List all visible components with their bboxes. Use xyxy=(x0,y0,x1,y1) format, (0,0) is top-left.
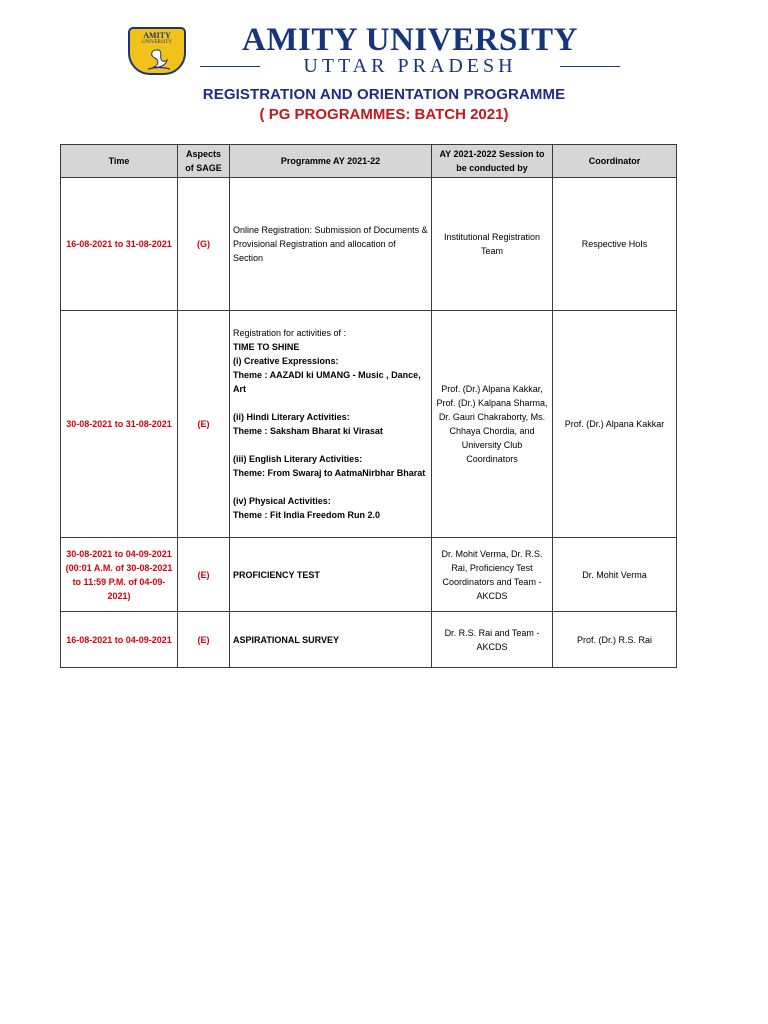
cell-coordinator: Dr. Mohit Verma xyxy=(553,538,677,612)
page-header xyxy=(0,0,768,80)
table-header-row xyxy=(61,145,677,178)
spacer xyxy=(233,396,428,410)
cell-session: Prof. (Dr.) Alpana Kakkar, Prof. (Dr.) Kalpana Sharma, Dr. Gauri Chakraborty, Ms. Chhaya Chordia, and University Club Coordinators xyxy=(432,311,553,538)
activity-theme: Theme : Fit India Freedom Run 2.0 xyxy=(233,510,381,520)
time-main: 30-08-2021 to 04-09-2021 xyxy=(66,548,172,559)
logo-word: AMITY xyxy=(143,31,171,40)
activity-title: (iv) Physical Activities: xyxy=(233,496,331,506)
cell-coordinator: Respective HoIs xyxy=(553,178,677,311)
document-title: REGISTRATION AND ORIENTATION PROGRAMME xyxy=(202,86,566,103)
cell-sage: (E) xyxy=(178,311,230,538)
amity-logo-icon xyxy=(128,27,186,75)
cell-coordinator: Prof. (Dr.) R.S. Rai xyxy=(553,612,677,668)
divider-right xyxy=(560,66,620,67)
university-location-row xyxy=(195,55,625,77)
university-name: AMITY UNIVERSITY xyxy=(242,22,578,58)
cell-programme xyxy=(230,311,432,538)
time-detail: (00:01 A.M. of 30-08-2021 to 11:59 P.M. of 04-09-2021) xyxy=(65,562,173,601)
document-subtitle: ( PG PROGRAMMES: BATCH 2021) xyxy=(259,106,509,123)
activity-theme: Theme : Saksham Bharat ki Virasat xyxy=(233,426,383,436)
cell-session: Institutional Registration Team xyxy=(432,178,553,311)
cell-session: Dr. Mohit Verma, Dr. R.S. Rai, Proficiency Test Coordinators and Team - AKCDS xyxy=(432,538,553,612)
activity-title: (iii) English Literary Activities: xyxy=(233,454,363,464)
cell-time: 30-08-2021 to 31-08-2021 xyxy=(61,311,178,538)
cell-time xyxy=(61,538,178,612)
spacer xyxy=(233,480,428,494)
logo-sub: UNIVERSITY xyxy=(142,40,172,45)
table-row xyxy=(61,612,677,668)
table-row xyxy=(61,178,677,311)
cell-sage: (E) xyxy=(178,612,230,668)
cell-programme: PROFICIENCY TEST xyxy=(230,538,432,612)
cell-programme: Online Registration: Submission of Documents & Provisional Registration and allocation of Section xyxy=(230,178,432,311)
header-time: Time xyxy=(61,145,178,178)
schedule-table xyxy=(60,144,677,668)
activity-theme: Theme: From Swaraj to AatmaNirbhar Bharat xyxy=(233,468,426,478)
programme-intro: Registration for activities of : xyxy=(233,328,347,338)
cell-sage: (G) xyxy=(178,178,230,311)
cell-time: 16-08-2021 to 04-09-2021 xyxy=(61,612,178,668)
table-row xyxy=(61,311,677,538)
header-sage: Aspects of SAGE xyxy=(178,145,230,178)
header-session: AY 2021-2022 Session to be conducted by xyxy=(432,145,553,178)
header-coordinator: Coordinator xyxy=(553,145,677,178)
cell-programme: ASPIRATIONAL SURVEY xyxy=(230,612,432,668)
activity-title: (i) Creative Expressions: xyxy=(233,356,339,366)
activity-theme: Theme : AAZADI ki UMANG - Music , Dance, Art xyxy=(233,370,421,394)
cell-coordinator: Prof. (Dr.) Alpana Kakkar xyxy=(553,311,677,538)
programme-heading: TIME TO SHINE xyxy=(233,342,300,352)
cell-time: 16-08-2021 to 31-08-2021 xyxy=(61,178,178,311)
university-location: UTTAR PRADESH xyxy=(303,55,517,77)
cell-sage: (E) xyxy=(178,538,230,612)
spacer xyxy=(233,438,428,452)
swan-icon xyxy=(142,46,176,72)
table-row xyxy=(61,538,677,612)
header-programme: Programme AY 2021-22 xyxy=(230,145,432,178)
divider-left xyxy=(200,66,260,67)
cell-session: Dr. R.S. Rai and Team - AKCDS xyxy=(432,612,553,668)
activity-title: (ii) Hindi Literary Activities: xyxy=(233,412,350,422)
